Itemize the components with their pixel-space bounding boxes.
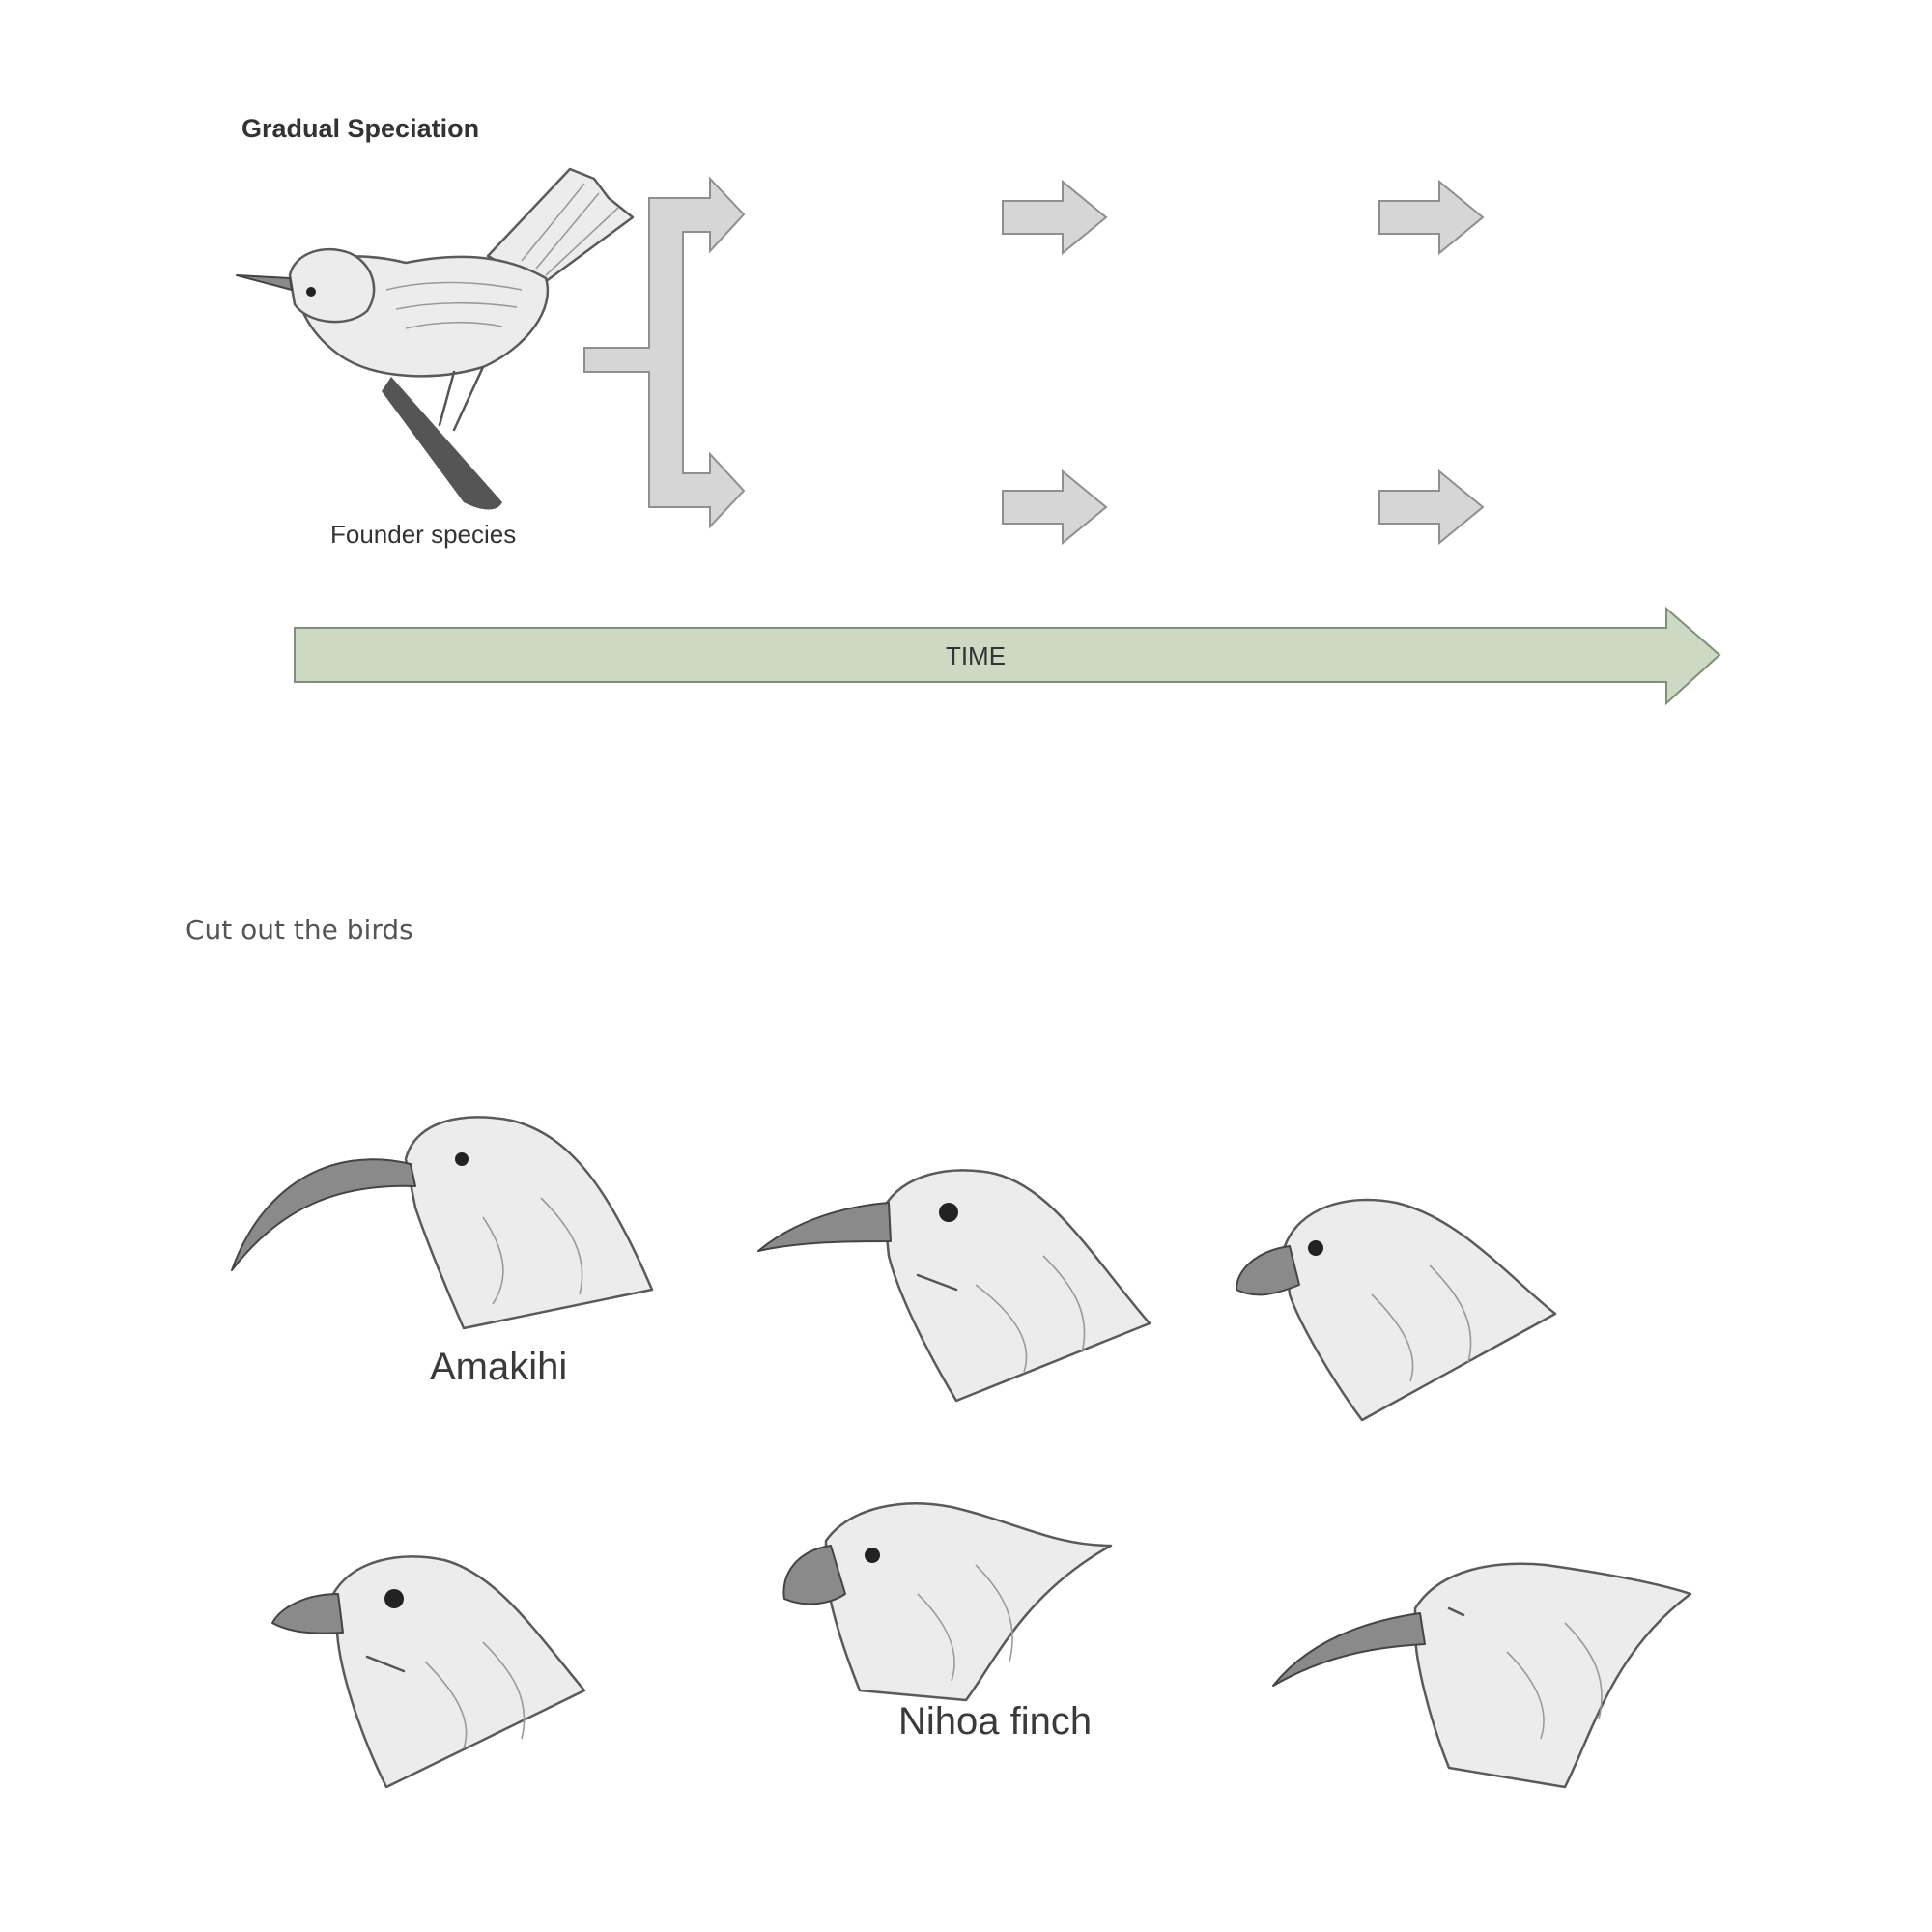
bird-head-thick-bill — [272, 1556, 584, 1787]
bird-head-medium-bill — [758, 1170, 1150, 1401]
diagram-title: Gradual Speciation — [242, 114, 480, 143]
nihoa-finch-label: Nihoa finch — [898, 1700, 1093, 1743]
bird-head-hooked-bill — [1236, 1200, 1555, 1420]
founder-bird-illustration — [237, 169, 633, 510]
arrow-upper-2 — [1379, 182, 1483, 253]
time-label: TIME — [945, 641, 1007, 670]
bird-head-thin-curved-bill — [1273, 1564, 1690, 1787]
bird-head-curved-bill — [232, 1117, 652, 1328]
arrow-upper-1 — [1003, 182, 1106, 253]
time-arrow — [295, 609, 1719, 703]
arrow-lower-1 — [1003, 471, 1106, 543]
bird-head-nihoa-finch — [783, 1503, 1111, 1700]
founder-species-label: Founder species — [330, 520, 517, 549]
instruction-text: Cut out the birds — [185, 914, 413, 946]
amakihi-label: Amakihi — [430, 1346, 568, 1388]
arrow-lower-2 — [1379, 471, 1483, 543]
